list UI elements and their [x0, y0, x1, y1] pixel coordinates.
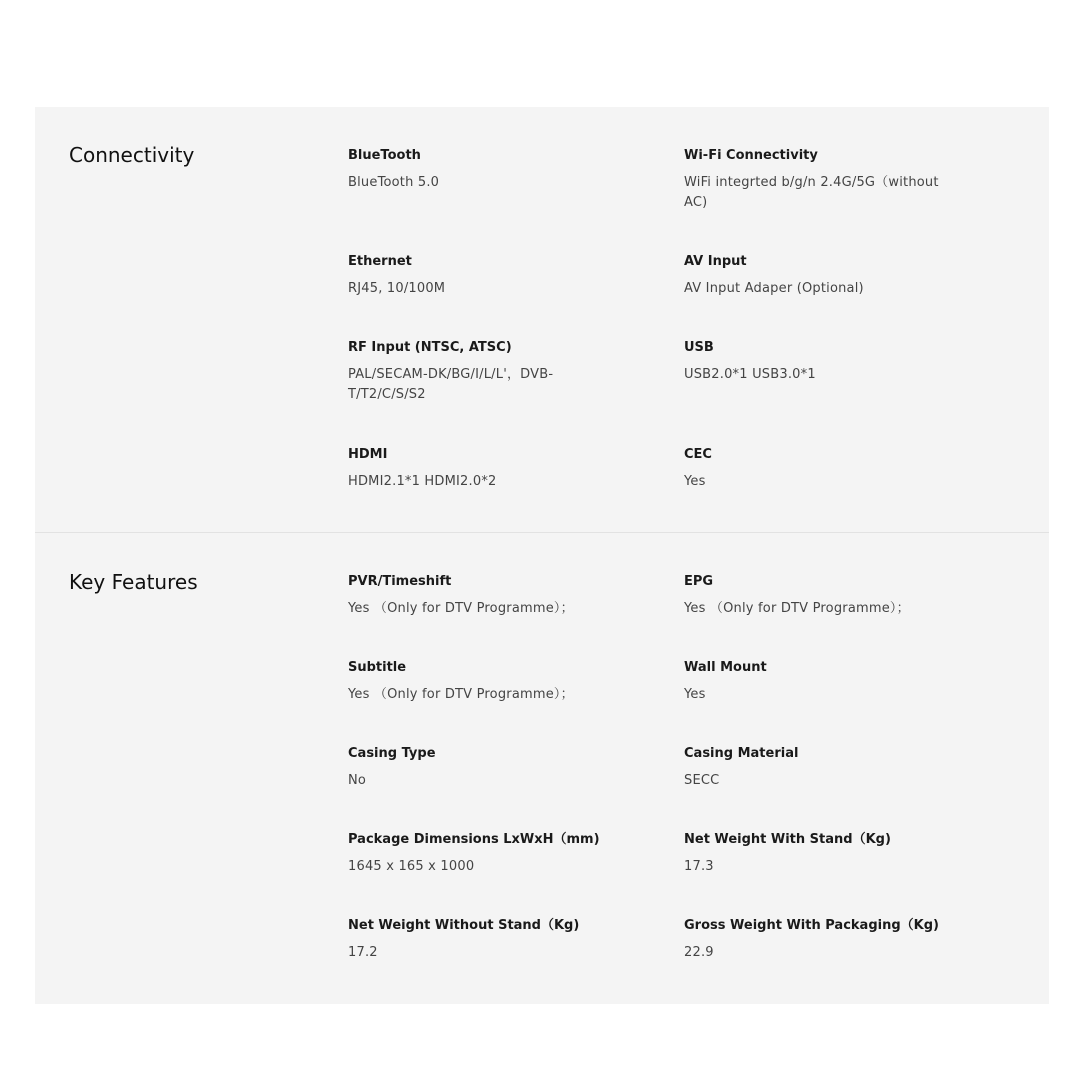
spec-label: RF Input (NTSC, ATSC): [348, 340, 512, 355]
spec-pvr-timeshift: [348, 574, 638, 619]
spec-value: Yes: [684, 687, 706, 702]
spec-label: Casing Type: [348, 746, 436, 761]
spec-value: AV Input Adaper (Optional): [684, 281, 864, 296]
spec-value: BlueTooth 5.0: [348, 175, 440, 190]
spec-label: Casing Material: [684, 746, 799, 761]
spec-value: 22.9: [684, 945, 714, 960]
spec-rf-input: [348, 340, 638, 405]
spec-label: EPG: [684, 574, 714, 589]
spec-ethernet: [348, 254, 638, 299]
spec-label: BlueTooth: [348, 148, 421, 163]
spec-label: AV Input: [684, 254, 747, 269]
spec-label: HDMI: [348, 447, 388, 462]
section-title-connectivity: Connectivity: [69, 143, 195, 167]
spec-usb: [684, 340, 974, 385]
spec-epg: [684, 574, 974, 619]
spec-label: Subtitle: [348, 660, 407, 675]
spec-subtitle: [348, 660, 638, 705]
spec-package-dimensions: [348, 832, 638, 877]
specifications-panel: [35, 107, 1049, 1004]
spec-value: SECC: [684, 773, 720, 788]
spec-label: Net Weight With Stand（Kg): [684, 832, 891, 847]
spec-bluetooth: [348, 148, 638, 193]
spec-net-weight-without-stand: [348, 918, 638, 963]
spec-value: RJ45, 10/100M: [348, 281, 446, 296]
spec-label: Gross Weight With Packaging（Kg): [684, 918, 939, 933]
spec-wifi: [684, 148, 974, 213]
spec-label: Wall Mount: [684, 660, 767, 675]
spec-value: Yes （Only for DTV Programme）；: [348, 601, 574, 616]
spec-wall-mount: [684, 660, 974, 705]
spec-av-input: [684, 254, 974, 299]
spec-value: PAL/SECAM-DK/BG/I/L/L'，DVB-T/T2/C/S/S2: [348, 367, 554, 402]
spec-label: Net Weight Without Stand（Kg): [348, 918, 580, 933]
spec-value: 17.3: [684, 859, 714, 874]
spec-label: Ethernet: [348, 254, 412, 269]
spec-hdmi: [348, 447, 638, 492]
spec-net-weight-with-stand: [684, 832, 974, 877]
spec-value: HDMI2.1*1 HDMI2.0*2: [348, 474, 497, 489]
spec-gross-weight: [684, 918, 974, 963]
spec-value: No: [348, 773, 367, 788]
spec-value: WiFi integrted b/g/n 2.4G/5G（without AC): [684, 175, 939, 210]
spec-casing-type: [348, 746, 638, 791]
spec-casing-material: [684, 746, 974, 791]
spec-label: Wi-Fi Connectivity: [684, 148, 818, 163]
spec-value: Yes （Only for DTV Programme）；: [684, 601, 910, 616]
section-title-key-features: Key Features: [69, 570, 198, 594]
spec-label: PVR/Timeshift: [348, 574, 452, 589]
spec-label: USB: [684, 340, 714, 355]
spec-value: Yes: [684, 474, 706, 489]
spec-value: 17.2: [348, 945, 378, 960]
spec-label: Package Dimensions LxWxH（mm): [348, 832, 600, 847]
spec-value: USB2.0*1 USB3.0*1: [684, 367, 816, 382]
spec-value: 1645 x 165 x 1000: [348, 859, 475, 874]
connectivity-section: [35, 107, 1049, 532]
spec-value: Yes （Only for DTV Programme）；: [348, 687, 574, 702]
spec-cec: [684, 447, 974, 492]
spec-label: CEC: [684, 447, 712, 462]
key-features-section: [35, 533, 1049, 1004]
